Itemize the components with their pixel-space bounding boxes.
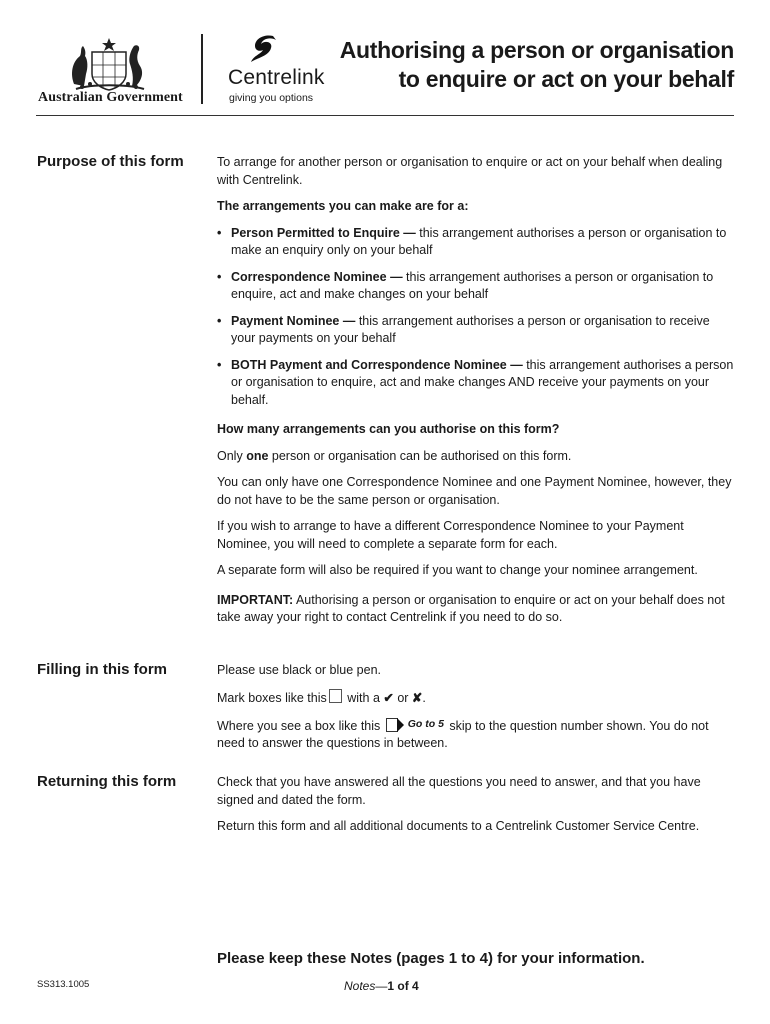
filling-body: [217, 662, 737, 762]
important-text: Authorising a person or organisation to enquire or act on your behalf does not take away your right to contact Centrelink if you need to do so.: [217, 592, 725, 624]
important-label: IMPORTANT:: [217, 592, 294, 607]
bullet-text: this arrangement authorises a person or organisation to enquire, act and make changes on your behalf: [231, 269, 714, 301]
bullet-term: BOTH Payment and Correspondence Nominee —: [231, 357, 523, 372]
bullet-text: this arrangement authorises a person or organisation to receive your payments on your behalf: [231, 313, 710, 345]
how-many-heading: How many arrangements can you authorise on this form?: [217, 422, 560, 436]
returning-heading: Returning this form: [37, 773, 177, 790]
returning-para-2: Return this form and all additional documents to a Centrelink Customer Service Centre.: [217, 819, 700, 833]
title-line-1: Authorising a person or organisation: [339, 37, 734, 63]
mark-instruction: [217, 689, 737, 708]
only-pre: Only: [217, 448, 247, 463]
centrelink-brand: Centrelink: [228, 66, 325, 89]
cross-icon: ✘: [411, 690, 423, 705]
bullet-icon: •: [217, 357, 222, 372]
only-bold: one: [246, 448, 269, 463]
skip-post: skip to the question number shown. You do not need to answer the questions in between.: [217, 718, 709, 751]
mark-end: .: [422, 690, 426, 705]
filling-heading: Filling in this form: [37, 661, 167, 678]
page-number: [344, 979, 419, 993]
list-item: [217, 269, 737, 304]
mark-mid: with a: [343, 690, 384, 705]
goto-label: Go to 5: [407, 718, 444, 730]
returning-para-1: Check that you have answered all the questions you need to answer, and that you have signed and dated the form.: [217, 775, 701, 807]
bullet-icon: •: [217, 313, 222, 328]
header-divider: [201, 34, 203, 104]
bullet-term: Payment Nominee —: [231, 313, 356, 328]
title-line-2: to enquire or act on your behalf: [398, 66, 734, 92]
centrelink-swirl-icon: [243, 32, 283, 68]
goto-box: [386, 716, 444, 734]
list-item: [217, 313, 737, 348]
nominee-para-2: If you wish to arrange to have a different Correspondence Nominee to your Payment Nominee, you will need to complete a separate form for each.: [217, 519, 684, 551]
bullet-term: Person Permitted to Enquire —: [231, 225, 416, 240]
skip-instruction: [217, 716, 737, 753]
purpose-body: [217, 154, 737, 636]
list-item: [217, 357, 737, 410]
centrelink-tagline: giving you options: [229, 92, 314, 104]
bullet-text: this arrangement authorises a person or organisation to make an enquiry only on your behalf: [231, 225, 727, 257]
bullet-text: this arrangement authorises a person or organisation to enquire, act and make changes AND receive your payments on your behalf.: [231, 357, 734, 407]
page-count: 1 of 4: [387, 979, 419, 993]
bullet-icon: •: [217, 225, 222, 240]
nominee-para-1: You can only have one Correspondence Nominee and one Payment Nominee, however, they do not have to be the same person or organisation.: [217, 475, 732, 507]
purpose-intro: To arrange for another person or organisation to enquire or act on your behalf when dealing with Centrelink.: [217, 155, 723, 187]
form-code: SS313.1005: [37, 979, 90, 990]
government-name: Australian Government: [38, 90, 183, 105]
purpose-heading: Purpose of this form: [37, 153, 184, 170]
arrangements-heading: The arrangements you can make are for a:: [217, 199, 469, 213]
important-note: [217, 592, 737, 627]
mark-or: or: [393, 690, 412, 705]
pen-instruction: Please use black or blue pen.: [217, 663, 381, 677]
only-one-text: [217, 448, 737, 466]
keep-notes-message: Please keep these Notes (pages 1 to 4) for your information.: [217, 950, 645, 967]
only-post: person or organisation can be authorised on this form.: [268, 448, 572, 463]
checkbox-example: [329, 689, 342, 703]
arrow-right-icon: [397, 718, 404, 732]
bullet-term: Correspondence Nominee —: [231, 269, 403, 284]
nominee-para-3: A separate form will also be required if you want to change your nominee arrangement.: [217, 563, 698, 577]
tick-icon: ✔: [383, 690, 394, 705]
skip-pre: Where you see a box like this: [217, 718, 384, 733]
notes-label: Notes: [344, 979, 376, 993]
header-rule: [36, 115, 734, 116]
notes-dash: —: [375, 979, 388, 993]
bullet-icon: •: [217, 269, 222, 284]
list-item: [217, 225, 737, 260]
page-title: [340, 36, 734, 94]
returning-body: [217, 774, 737, 845]
mark-pre: Mark boxes like this: [217, 690, 327, 705]
